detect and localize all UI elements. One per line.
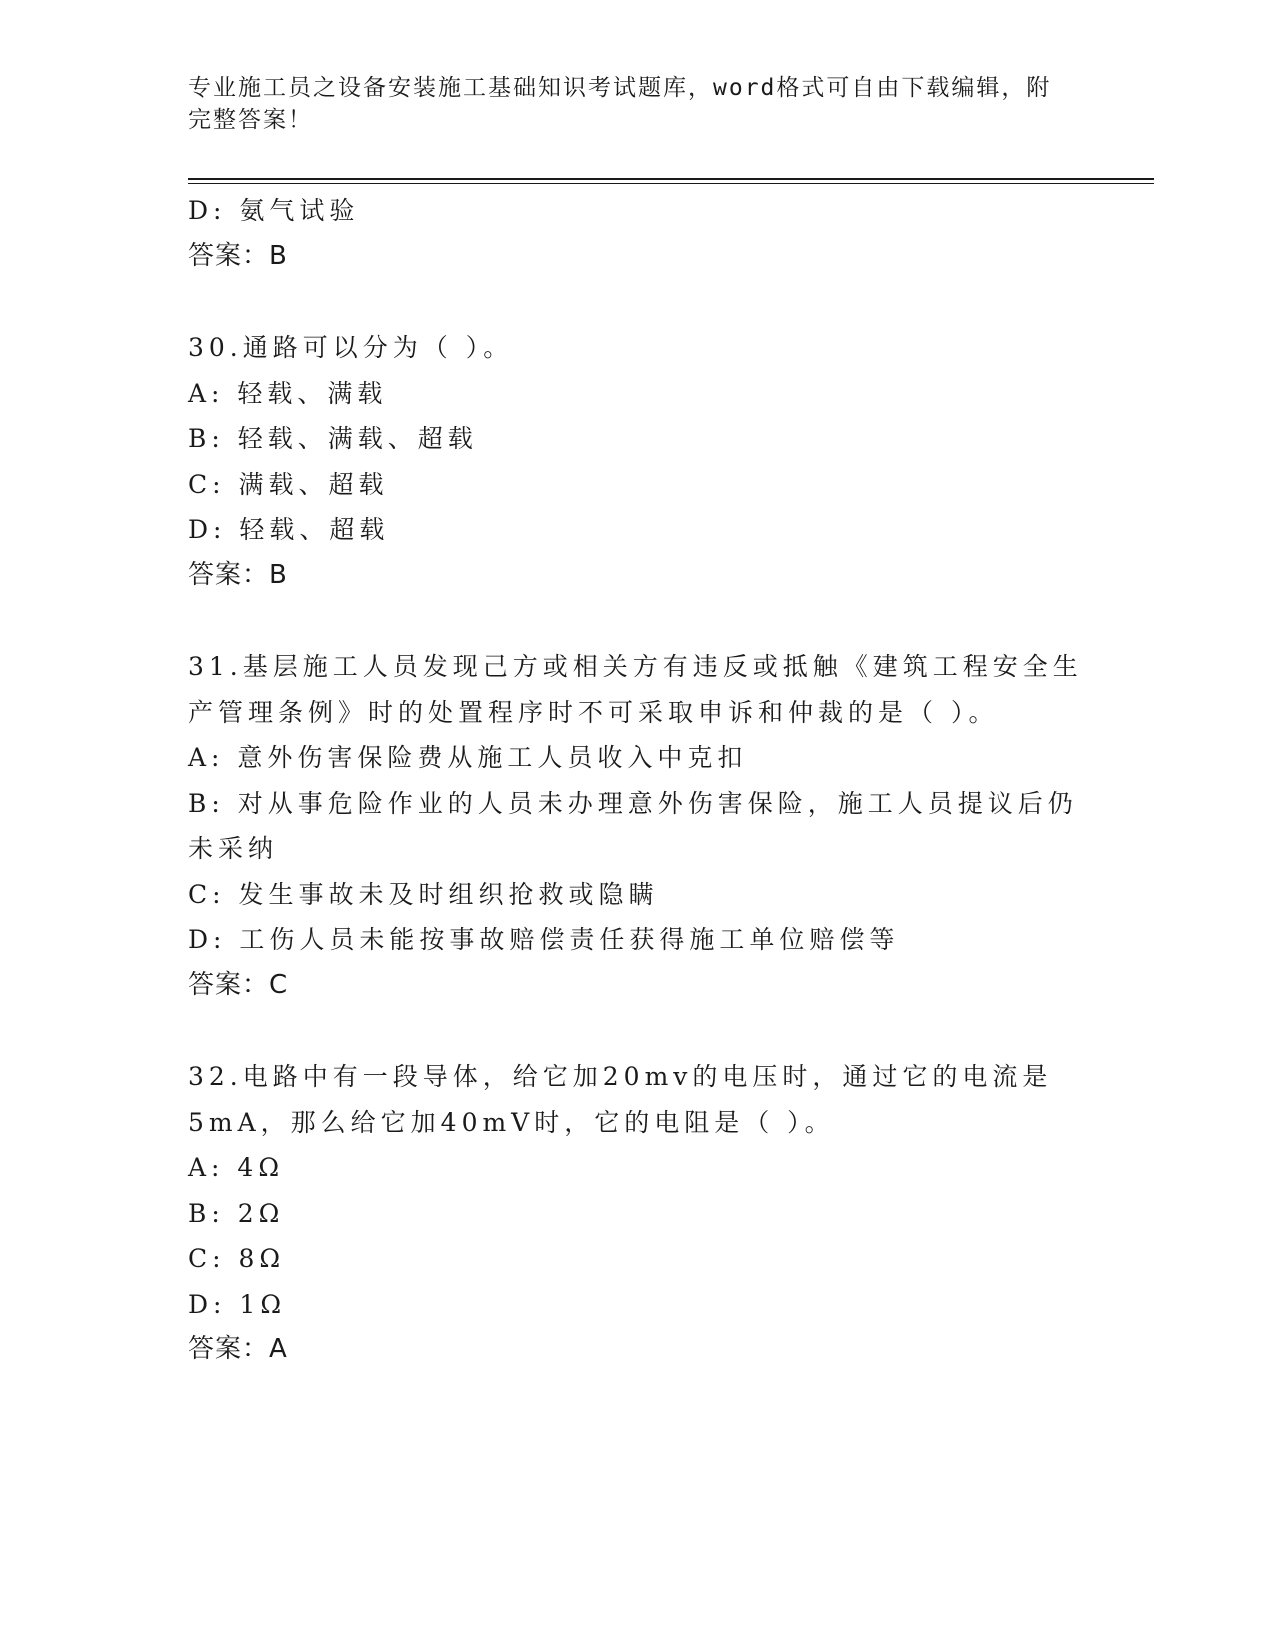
question-31 — [188, 644, 1088, 1008]
answer-line: 答案：A — [188, 1334, 288, 1364]
spacer — [188, 279, 1088, 325]
option-c: C: 发生事故未及时组织抢救或隐瞒 — [188, 879, 659, 909]
spacer — [188, 598, 1088, 644]
option-a: A: 4Ω — [188, 1153, 285, 1182]
option-a: A: 意外伤害保险费从施工人员收入中克扣 — [188, 743, 748, 772]
question-32 — [188, 1054, 1088, 1373]
answer-line: 答案：B — [188, 559, 288, 590]
question-stem: 30.通路可以分为（ ）。 — [188, 333, 514, 362]
question-stem: 31.基层施工人员发现己方或相关方有违反或抵触《建筑工程安全生产管理条例》时的处置程序时不可采取申诉和仲裁的是（ ）。 — [188, 652, 1083, 727]
option-d: D: 轻载、超载 — [188, 515, 390, 544]
question-stem: 32.电路中有一段导体，给它加20mv的电压时，通过它的电流是5mA，那么给它加40mV时，它的电阻是（ ）。 — [188, 1062, 1053, 1137]
question-30 — [188, 325, 1088, 598]
option-b: B: 2Ω — [188, 1198, 285, 1228]
spacer — [188, 1008, 1088, 1054]
option-d: D: 工伤人员未能按事故赔偿责任获得施工单位赔偿等 — [188, 925, 900, 954]
answer-line: 答案：C — [188, 969, 289, 1000]
question-list — [188, 188, 1088, 1373]
option-d: D: 氨气试验 — [188, 196, 360, 225]
option-c: C: 8Ω — [188, 1244, 286, 1273]
option-b: B: 轻载、满载、超载 — [188, 424, 478, 453]
option-a: A: 轻载、满载 — [188, 378, 388, 408]
header-rule-thin — [188, 183, 1154, 184]
header-rule — [188, 178, 1154, 180]
page-header: 专业施工员之设备安装施工基础知识考试题库，word格式可自由下载编辑，附完整答案！ — [188, 75, 1052, 133]
option-b: B: 对从事危险作业的人员未办理意外伤害保险，施工人员提议后仍未采纳 — [188, 788, 1078, 863]
option-c: C: 满载、超载 — [188, 469, 389, 499]
answer-line: 答案：B — [188, 240, 288, 271]
option-d: D: 1Ω — [188, 1289, 287, 1319]
